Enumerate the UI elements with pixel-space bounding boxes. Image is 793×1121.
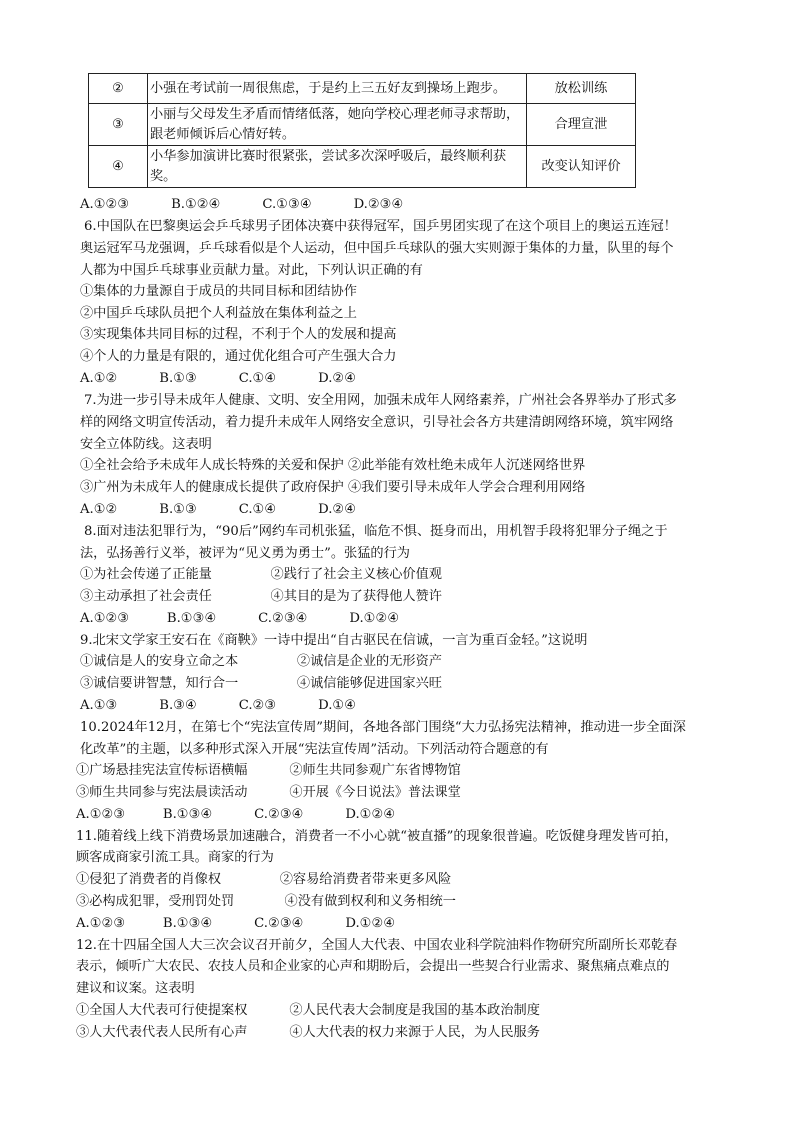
question-text: 法，弘扬善行义举，被评为“见义勇为勇士”。张猛的行为 — [80, 546, 410, 561]
table-cell-text: 小丽与父母发生矛盾而情绪低落，她向学校心理老师寻求帮助，跟老师倾诉后心情好转。 — [148, 104, 527, 146]
answer-options: A.①②③ B.①②④ C.①③④ D.②③④ — [80, 197, 404, 212]
table-cell-num: ② — [89, 74, 148, 104]
question-text: 6.中国队在巴黎奥运会乒乓球男子团体决赛中获得冠军，国乒男团实现了在这个项目上的奥运五连冠！ — [84, 219, 677, 234]
statement-item: ①广场悬挂宪法宣传标语横幅 ②师生共同参观广东省博物馆 — [76, 763, 461, 778]
statement-item: ①全社会给予未成年人成长特殊的关爱和保护 ②此举能有效杜绝未成年人沉迷网络世界 — [80, 458, 586, 473]
table-cell-method: 放松训练 — [527, 74, 636, 104]
question-text: 10.2024年12月，在第七个“宪法宣传周”期间，各地各部门围绕“大力弘扬宪法精神，推动进一步全面深 — [80, 720, 686, 735]
statement-item: ①全国人大代表可行使提案权 ②人民代表大会制度是我国的基本政治制度 — [76, 1003, 540, 1018]
answer-options: A.①② B.①③ C.①④ D.②④ — [80, 502, 357, 517]
question-text: 12.在十四届全国人大三次会议召开前夕，全国人大代表、中国农业科学院油料作物研究所副所长邓乾春 — [76, 938, 678, 953]
question-text: 安全立体防线。这表明 — [80, 437, 212, 452]
statement-item: ②中国乒乓球队员把个人利益放在集体利益之上 — [80, 306, 357, 321]
statement-item: ③广州为未成年人的健康成长提供了政府保护 ④我们要引导未成年人学会合理利用网络 — [80, 480, 586, 495]
statement-item: ③诚信要讲智慧，知行合一 ④诚信能够促进国家兴旺 — [80, 676, 442, 691]
answer-options: A.①②③ B.①③④ C.②③④ D.①②④ — [76, 807, 396, 822]
emotion-methods-table — [88, 73, 636, 188]
table-cell-num: ④ — [89, 146, 148, 188]
table-row — [89, 74, 636, 104]
statement-item: ①为社会传递了正能量 ②践行了社会主义核心价值观 — [80, 567, 442, 582]
question-text: 奥运冠军马龙强调，乒乓球看似是个人运动，但中国乒乓球队的强大实则源于集体的力量，队里的每个 — [80, 241, 674, 256]
statement-item: ③人大代表代表人民所有心声 ④人大代表的权力来源于人民，为人民服务 — [76, 1025, 540, 1040]
table-row — [89, 146, 636, 188]
statement-item: ④个人的力量是有限的，通过优化组合可产生强大合力 — [80, 349, 397, 364]
table-cell-method: 改变认知评价 — [527, 146, 636, 188]
answer-options: A.①②③ B.①③④ C.②③④ D.①②④ — [80, 611, 400, 626]
table-cell-num: ③ — [89, 104, 148, 146]
answer-options: A.①③ B.③④ C.②③ D.①④ — [80, 698, 357, 713]
statement-item: ①侵犯了消费者的肖像权 ②容易给消费者带来更多风险 — [76, 872, 452, 887]
question-text: 人都为中国乒乓球事业贡献力量。对此，下列认识正确的有 — [80, 263, 423, 278]
question-text: 样的网络文明宣传活动，着力提升未成年人网络安全意识，引导社会各方共建清朗网络环境，筑牢网络 — [80, 415, 674, 430]
statement-item: ①集体的力量源自于成员的共同目标和团结协作 — [80, 284, 357, 299]
table-cell-method: 合理宣泄 — [527, 104, 636, 146]
statement-item: ③必构成犯罪，受刑罚处罚 ④没有做到权利和义务相统一 — [76, 894, 456, 909]
question-text: 11.随着线上线下消费场景加速融合，消费者一不小心就“被直播”的现象很普遍。吃饭健身理发皆可拍， — [76, 829, 678, 844]
statement-item: ③师生共同参与宪法晨读活动 ④开展《今日说法》普法课堂 — [76, 785, 461, 800]
table-row — [89, 104, 636, 146]
statement-item: ③主动承担了社会责任 ④其目的是为了获得他人赞许 — [80, 589, 442, 604]
answer-options: A.①②③ B.①③④ C.②③④ D.①②④ — [76, 916, 396, 931]
table-cell-text: 小强在考试前一周很焦虑，于是约上三五好友到操场上跑步。 — [148, 74, 527, 104]
question-text: 7.为进一步引导未成年人健康、文明、安全用网，加强未成年人网络素养，广州社会各界举办了形式多 — [84, 393, 677, 408]
answer-options: A.①② B.①③ C.①④ D.②④ — [80, 371, 357, 386]
statement-item: ①诚信是人的安身立命之本 ②诚信是企业的无形资产 — [80, 654, 442, 669]
question-text: 建议和议案。这表明 — [76, 981, 195, 996]
question-text: 8.面对违法犯罪行为，“90后”网约车司机张猛，临危不惧、挺身而出，用机智手段将犯罪分子绳之于 — [84, 524, 668, 539]
question-text: 9.北宋文学家王安石在《商鞅》一诗中提出“自古驱民在信诚，一言为重百金轻。”这说明 — [80, 633, 588, 648]
question-text: 化改革”的主题，以多种形式深入开展“宪法宣传周”活动。下列活动符合题意的有 — [80, 742, 549, 757]
table-cell-text: 小华参加演讲比赛时很紧张，尝试多次深呼吸后，最终顺利获奖。 — [148, 146, 527, 188]
question-text: 顾客成商家引流工具。商家的行为 — [76, 850, 274, 865]
statement-item: ③实现集体共同目标的过程，不利于个人的发展和提高 — [80, 327, 397, 342]
question-text: 表示，倾听广大农民、农技人员和企业家的心声和期盼后，会提出一些契合行业需求、聚焦痛点难点的 — [76, 959, 670, 974]
